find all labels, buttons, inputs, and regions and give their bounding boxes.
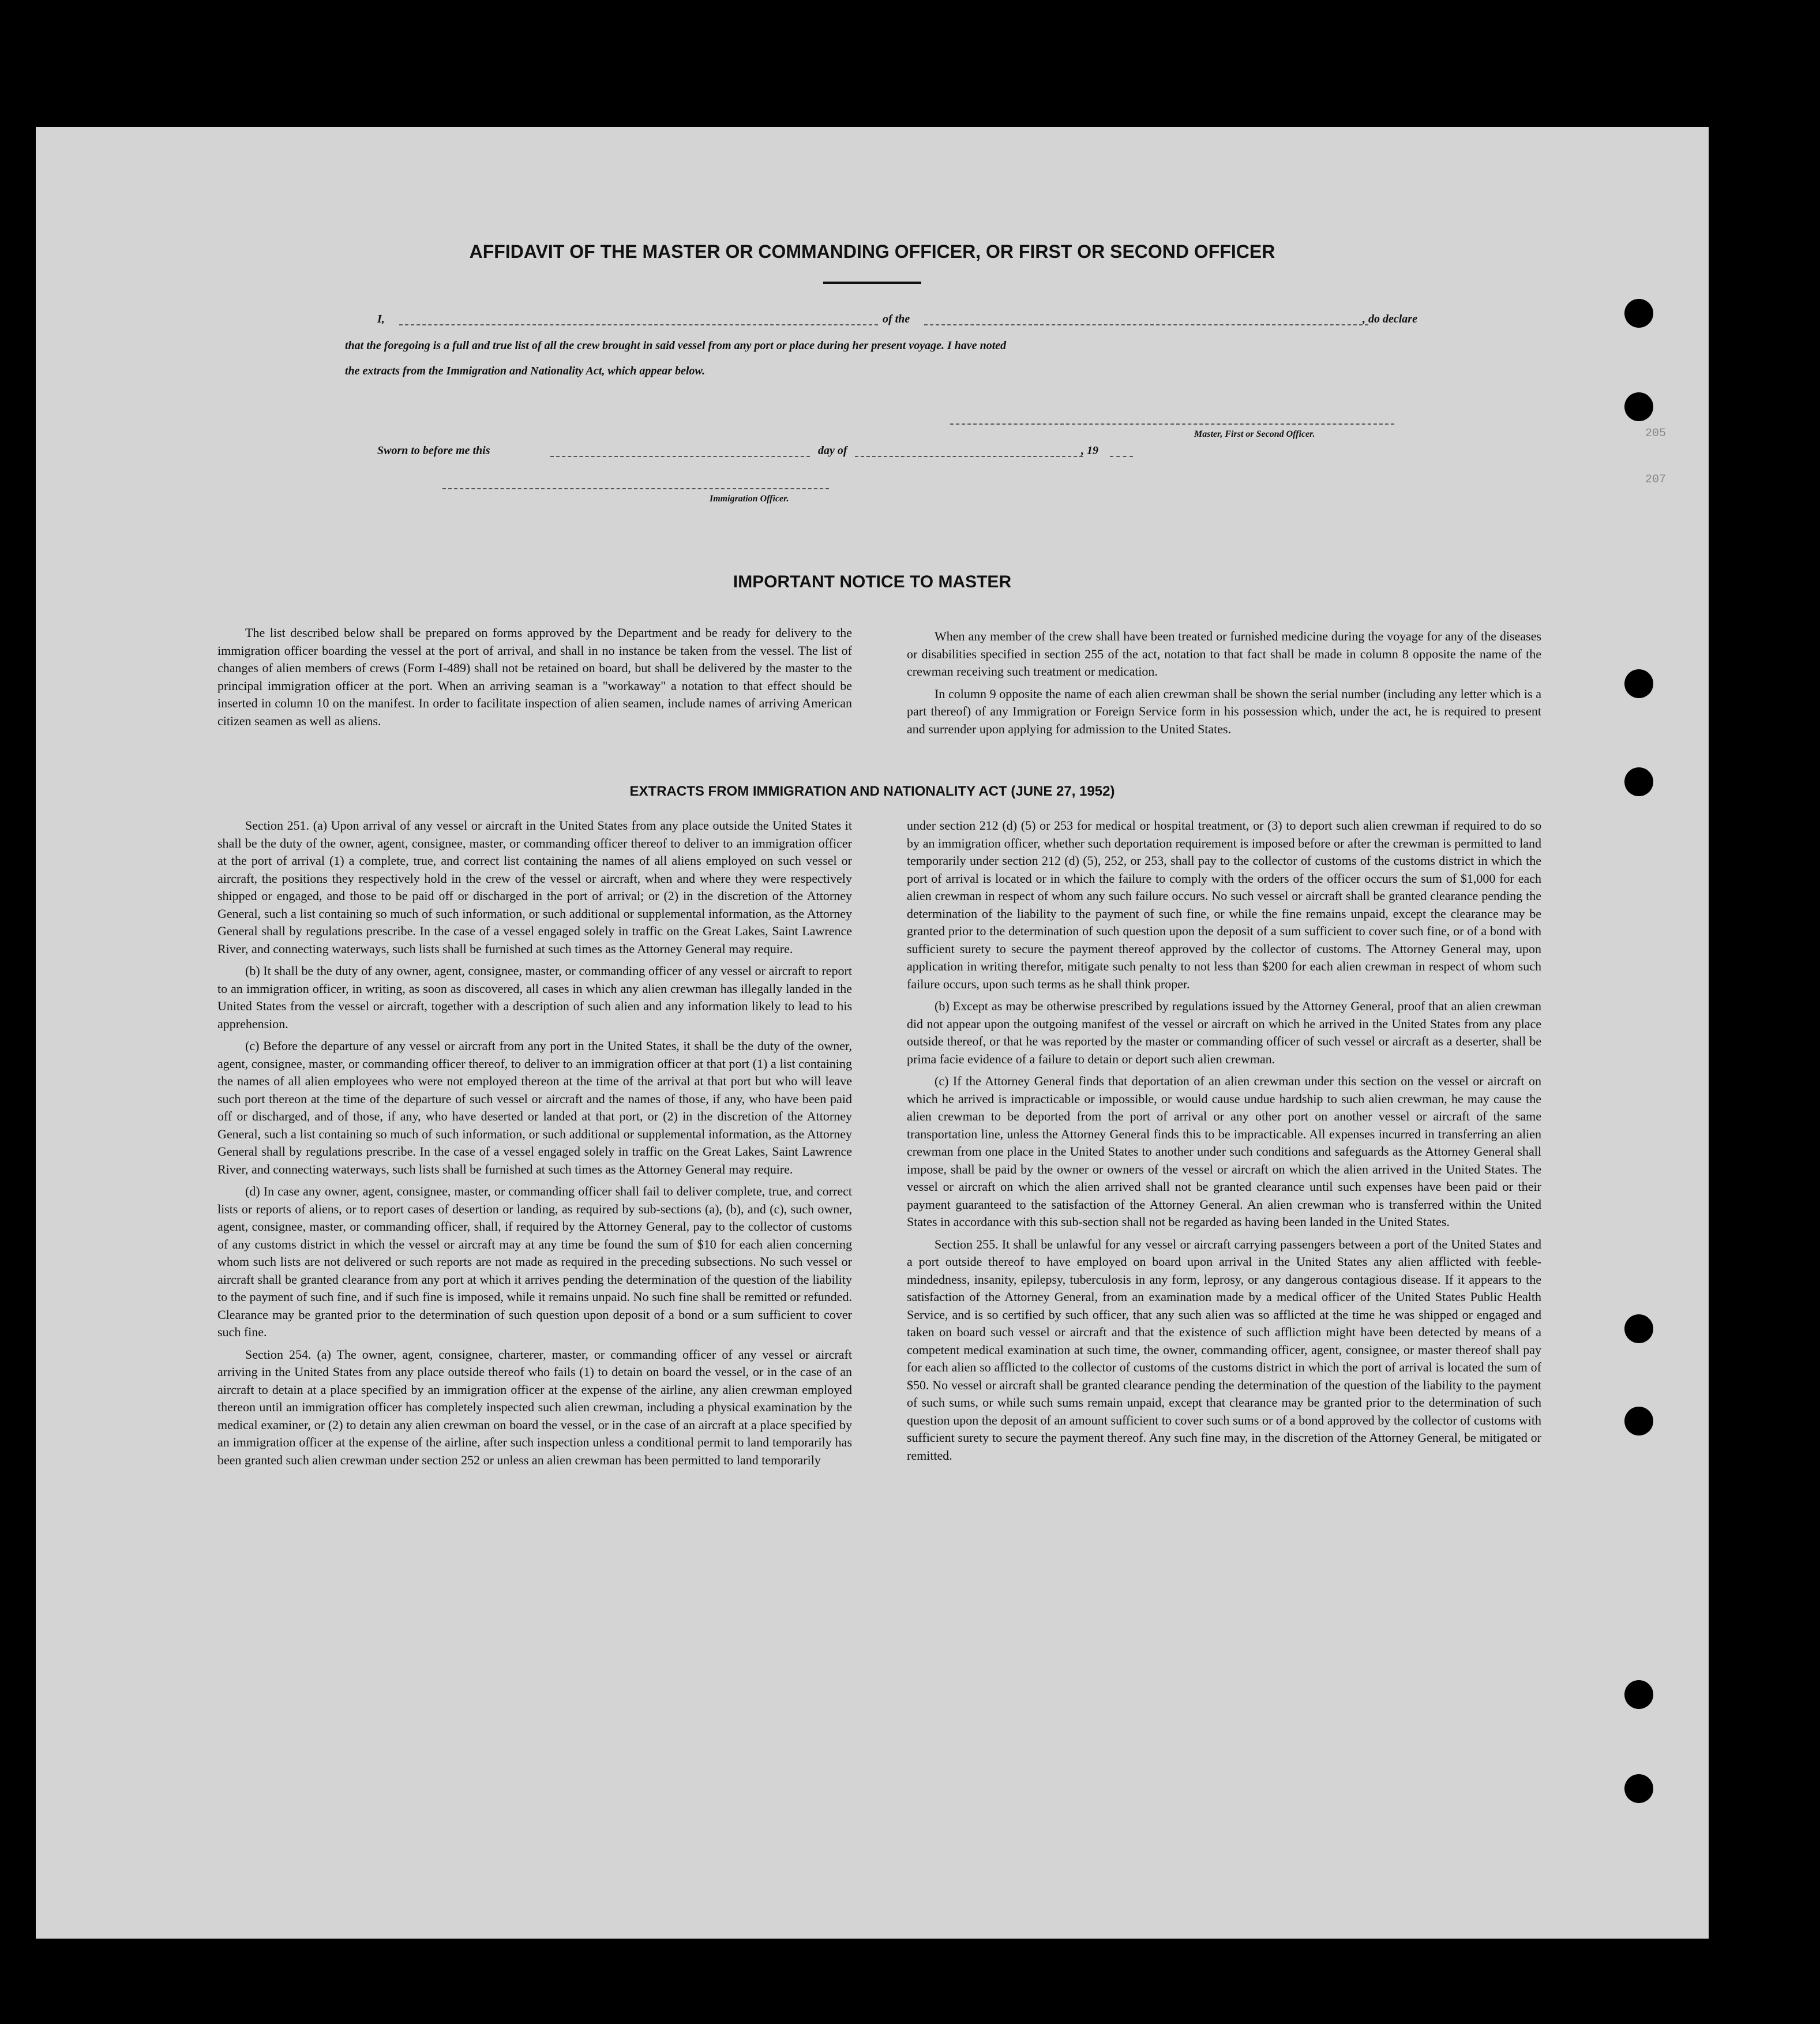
sworn-label: Sworn to before me this bbox=[377, 444, 490, 457]
master-signature-field[interactable] bbox=[950, 423, 1394, 425]
sworn-year-field[interactable] bbox=[1110, 456, 1133, 457]
officer-signature-field[interactable] bbox=[442, 488, 829, 489]
sworn-month-field[interactable] bbox=[855, 456, 1083, 457]
punch-hole bbox=[1624, 1774, 1653, 1803]
extracts-title: EXTRACTS FROM IMMIGRATION AND NATIONALITY ACT (JUNE 27, 1952) bbox=[629, 784, 1115, 799]
section-254a: Section 254. (a) The owner, agent, consignee, charterer, master, or commanding officer of any vessel or aircraft arriving in the United States from any place outside thereof who fails (1) to detain on board the vessel, or in the case of an aircraft to detain at a place specified by an immigration officer at the expense of the airline, any alien crewman employed thereon until an immigration officer has completely inspected such alien crewman, including a physical examination by the medical examiner, or (2) to detain any alien crewman on board the vessel, or in the case of an aircraft at a place specified by an immigration officer at the expense of the airline, after such inspection unless a conditional permit to land temporarily has been granted such alien crewman under section 252 or unless an alien crewman has been permitted to land temporarily bbox=[217, 1347, 852, 1467]
section-254a-continued: under section 212 (d) (5) or 253 for medical or hospital treatment, or (3) to deport such alien crewman if required to do so by an immigration officer, whether such deportation requirement is imposed before or after the crewman is permitted to land temporarily under section 212 (d) (5), 252, or 253, shall pay to the collector of customs of the customs district in which the port of arrival is located or in which the failure to comply with the orders of the officer occurs the sum of $1,000 for each alien crewman in respect of whom any such failure occurs. No such vessel or aircraft shall be granted clearance pending the determination of the liability to the payment of such fine, or while the fine remains unpaid, except the clearance may be granted prior to the determination of such question upon the deposit of a sum sufficient to cover such fine, or of a bond with sufficient surety to secure the payment thereof approved by the collector of customs. The Attorney General may, upon application in writing therefor, mitigate such penalty to not less than $200 for each alien crewman in respect of whom such failure occurs, upon such terms as he shall think proper. bbox=[907, 818, 1541, 991]
extracts-left-column bbox=[217, 817, 852, 1474]
notice-left-column bbox=[217, 624, 852, 734]
affidavit-line2: that the foregoing is a full and true list of all the crew brought in said vessel from any port or place during her present voyage. I have noted bbox=[345, 339, 1007, 352]
bleed-through-mark: 207 bbox=[1645, 473, 1667, 486]
title-rule bbox=[823, 282, 921, 284]
section-251a: Section 251. (a) Upon arrival of any vessel or aircraft in the United States from any place outside the United States it shall be the duty of the owner, agent, consignee, master, or commanding officer thereof to deliver to an immigration officer at the port of arrival (1) a complete, true, and correct list containing the names of all aliens employed on such vessel or aircraft, the positions they respectively hold in the crew of the vessel or aircraft, when and where they were respectively shipped or engaged, and those to be paid off or discharged in the port of arrival; or (2) in the discretion of the Attorney General, such a list containing so much of such information, or such additional or supplemental information, as the Attorney General shall by regulations prescribe. In the case of a vessel engaged solely in traffic on the Great Lakes, Saint Lawrence River, and connecting waterways, such lists shall be furnished at such times as the Attorney General may require. bbox=[217, 818, 852, 956]
sworn-day-field[interactable] bbox=[550, 456, 810, 457]
notice-title: IMPORTANT NOTICE TO MASTER bbox=[733, 572, 1012, 591]
punch-hole bbox=[1624, 669, 1653, 698]
section-254c: (c) If the Attorney General finds that deportation of an alien crewman under this section on the vessel or aircraft on which he arrived is impracticable or impossible, or would cause undue hardship to such alien crewman, he may cause the alien crewman to be deported from the port of arrival or any other port on another vessel or aircraft of the same transportation line, unless the Attorney General finds this to be impracticable. All expenses incurred in transferring an alien crewman from one place in the United States to another under such conditions and safeguards as the Attorney General shall impose, shall be paid by the owner or owners of the vessel or aircraft on which the alien arrived in the United States. The vessel or aircraft on which the alien arrived shall not be granted clearance until such expenses have been paid or their payment guaranteed to the satisfaction of the Attorney General. An alien crewman who is transferred within the United States in accordance with this sub-section shall not be regarded as having been landed in the United States. bbox=[907, 1074, 1541, 1229]
section-251b: (b) It shall be the duty of any owner, agent, consignee, master, or commanding officer of any vessel or aircraft to report to an immigration officer, in writing, as soon as discovered, all cases in which any alien crewman has illegally landed in the United States from the vessel or aircraft, together with a description of such alien and any information likely to lead to his apprehension. bbox=[217, 964, 852, 1031]
punch-hole bbox=[1624, 392, 1653, 421]
immigration-officer-label: Immigration Officer. bbox=[710, 494, 789, 504]
section-255: Section 255. It shall be unlawful for any vessel or aircraft carrying passengers between a port of the United States and a port outside thereof to have employed on board upon arrival in the United States any alien afflicted with feeble-mindedness, insanity, epilepsy, tuberculosis in any form, leprosy, or any dangerous contagious disease. If it appears to the satisfaction of the Attorney General, from an examination made by a medical officer of the United States Public Health Service, and is so certified by such officer, that any such alien was so afflicted at the time he was shipped or engaged and taken on board such vessel or aircraft and that the existence of such affliction might have been detected by means of a competent medical examination at such time, the owner, commanding officer, agent, consignee, or master thereof shall pay for each alien so afflicted to the collector of customs of the customs district in which the port of arrival is located the sum of $50. No vessel or aircraft shall be granted clearance pending the determination of the question of the liability to the payment of such sums, or while such sums remain unpaid, except that clearance may be granted prior to the determination of such question upon the deposit of an amount sufficient to cover such sums or of a bond approved by the collector of customs with sufficient surety to secure the payment thereof. Any such fine may, in the discretion of the Attorney General, be mitigated or remitted. bbox=[907, 1236, 1541, 1463]
extracts-right-column bbox=[907, 817, 1541, 1469]
affidavit-i: I, bbox=[377, 313, 385, 325]
notice-right-column bbox=[907, 628, 1541, 743]
punch-hole bbox=[1624, 1314, 1653, 1343]
notice-left-paragraph: The list described below shall be prepared on forms approved by the Department and be ready for delivery to the immigration officer boarding the vessel at the port of arrival, and shall in no instance be taken from the vessel. The list of changes of alien members of crews (Form I-489) shall not be retained on board, but shall be delivered by the master to the principal immigration officer at the port. When an arriving seaman is a "workaway" a notation to that effect should be inserted in column 10 on the manifest. In order to facilitate inspection of alien seamen, include names of arriving American citizen seamen as well as aliens. bbox=[217, 625, 852, 728]
master-label: Master, First or Second Officer. bbox=[1194, 429, 1315, 439]
affidavit-do-declare: , do declare bbox=[1363, 313, 1417, 325]
section-254b: (b) Except as may be otherwise prescribed by regulations issued by the Attorney General, proof that an alien crewman did not appear upon the outgoing manifest of the vessel or aircraft on which he arrived in the United States from any place outside thereof, or that he was reported by the master or commanding officer of such vessel or aircraft as a deserter, shall be prima facie evidence of a failure to detain or deport such alien crewman. bbox=[907, 999, 1541, 1066]
bleed-through-mark: 205 bbox=[1645, 427, 1667, 440]
vessel-field[interactable] bbox=[924, 324, 1368, 325]
affidavit-of-the: of the bbox=[883, 313, 910, 325]
affidavit-title: AFFIDAVIT OF THE MASTER OR COMMANDING OFFICER, OR FIRST OR SECOND OFFICER bbox=[469, 241, 1275, 262]
section-251c: (c) Before the departure of any vessel or aircraft from any port in the United States, it shall be the duty of the owner, agent, consignee, master, or commanding officer thereof, to deliver to an immigration officer at that port (1) a list containing the names of all alien employees who were not employed thereon at the time of the arrival at that port but who will leave such port thereon at the time of the departure of such vessel or aircraft and the names of those, if any, who have been paid off or discharged, and of those, if any, who have deserted or landed at that port, or (2) in the discretion of the Attorney General, such a list containing so much of such information, or such additional or supplemental information, as the Attorney General shall by regulations prescribe. In the case of a vessel engaged solely in traffic on the Great Lakes, Saint Lawrence River, and connecting waterways, such lists shall be furnished at such times as the Attorney General may require. bbox=[217, 1039, 852, 1176]
year-label: , 19 bbox=[1081, 444, 1098, 457]
section-251d: (d) In case any owner, agent, consignee, master, or commanding officer shall fail to deliver complete, true, and correct lists or reports of aliens, or to report cases of desertion or landing, as required by sub-sections (a), (b), and (c), such owner, agent, consignee, master, or commanding officer, shall, if required by the Attorney General, pay to the collector of customs of any customs district in which the vessel or aircraft may at any time be found the sum of $10 for each alien concerning whom such lists are not delivered or such reports are not made as required in the preceding subsections. No such vessel or aircraft shall be granted clearance from any port at which it arrives pending the determination of the question of the liability to the payment of such fine, and if such fine is imposed, while it remains unpaid. No such fine shall be remitted or refunded. Clearance may be granted prior to the determination of such question upon deposit of a bond or a sum sufficient to cover such fine. bbox=[217, 1184, 852, 1339]
day-of-label: day of bbox=[818, 444, 847, 457]
punch-hole bbox=[1624, 1407, 1653, 1435]
punch-hole bbox=[1624, 299, 1653, 328]
affidavit-line3: the extracts from the Immigration and Nationality Act, which appear below. bbox=[345, 365, 706, 377]
name-field[interactable] bbox=[399, 324, 878, 325]
notice-right-paragraph-1: When any member of the crew shall have been treated or furnished medicine during the voyage for any of the diseases or disabilities specified in section 255 of the act, notation to that fact shall be made in column 8 opposite the name of the crewman receiving such treatment or medication. bbox=[907, 629, 1541, 679]
punch-hole bbox=[1624, 1680, 1653, 1709]
document-page bbox=[36, 127, 1709, 1939]
notice-right-paragraph-2: In column 9 opposite the name of each alien crewman shall be shown the serial number (including any letter which is a part thereof) of any Immigration or Foreign Service form in his possession which, under the act, he is required to present and surrender upon applying for admission to the United States. bbox=[907, 686, 1541, 736]
